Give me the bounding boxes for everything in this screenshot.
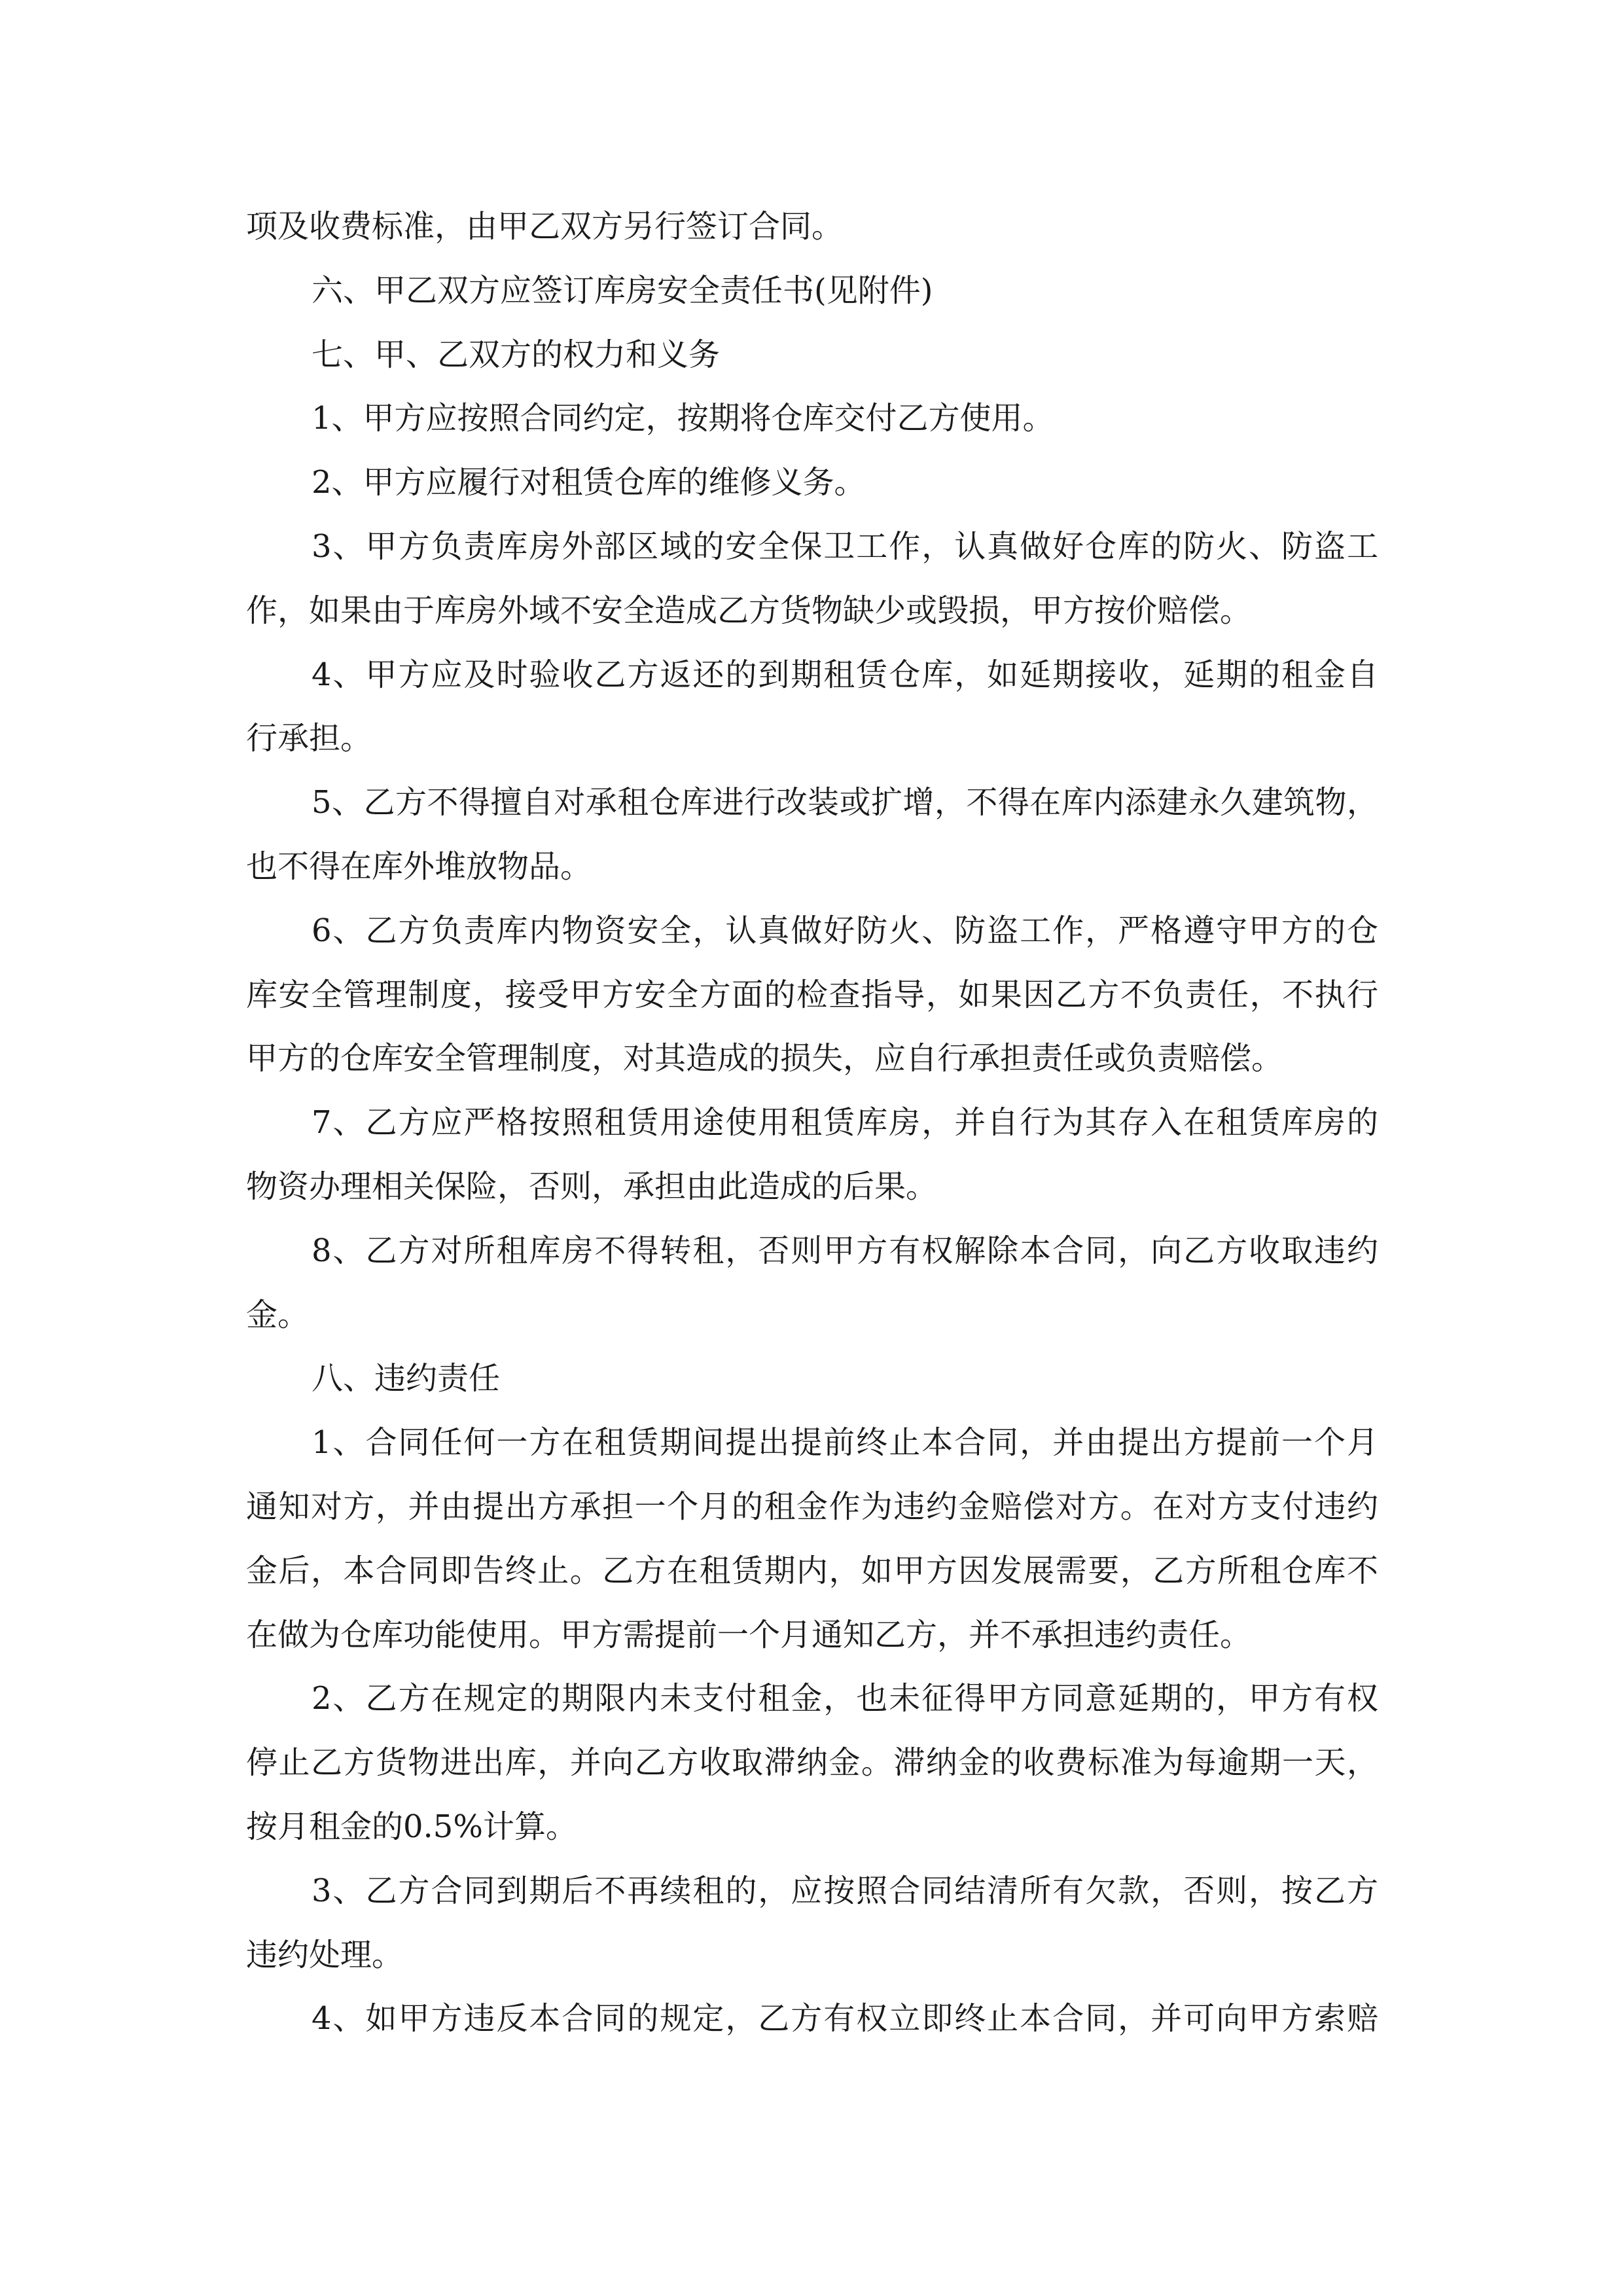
text-line: 4、如甲方违反本合同的规定，乙方有权立即终止本合同，并可向甲方索赔 — [312, 2000, 1378, 2037]
clause-7-7 — [246, 1091, 1378, 1219]
clause-8-1 — [246, 1411, 1378, 1667]
text-line: 按月租金的0.5%计算。 — [246, 1808, 577, 1845]
text-line: 1、合同任何一方在租赁期间提出提前终止本合同，并由提出方提前一个月 — [312, 1424, 1378, 1462]
text-line: 六、甲乙双方应签订库房安全责任书(见附件) — [312, 272, 933, 309]
text-line: 行承担。 — [246, 720, 372, 757]
text-line: 1、甲方应按照合同约定，按期将仓库交付乙方使用。 — [312, 400, 1054, 437]
clause-7-3 — [246, 515, 1378, 643]
clause-7-8 — [246, 1219, 1378, 1348]
text-line: 3、甲方负责库房外部区域的安全保卫工作，认真做好仓库的防火、防盗工 — [312, 528, 1378, 565]
text-line: 项及收费标准，由甲乙双方另行签订合同。 — [246, 208, 844, 245]
text-line: 也不得在库外堆放物品。 — [246, 848, 592, 885]
text-line: 金后，本合同即告终止。乙方在租赁期内，如甲方因发展需要，乙方所租仓库不 — [246, 1552, 1378, 1589]
clause-7-4 — [246, 643, 1378, 772]
section-six — [246, 259, 1378, 323]
text-line: 通知对方，并由提出方承担一个月的租金作为违约金赔偿对方。在对方支付违约 — [246, 1488, 1378, 1525]
text-line: 七、甲、乙双方的权力和义务 — [312, 336, 721, 373]
text-line: 八、违约责任 — [312, 1360, 501, 1397]
paragraph-continuation — [246, 195, 1378, 259]
section-eight-heading — [246, 1347, 1378, 1411]
text-line: 2、甲方应履行对租赁仓库的维修义务。 — [312, 464, 866, 501]
clause-8-4 — [246, 1987, 1378, 2051]
text-line: 2、乙方在规定的期限内未支付租金，也未征得甲方同意延期的，甲方有权 — [312, 1680, 1378, 1717]
clause-8-3 — [246, 1859, 1378, 1988]
clause-7-5 — [246, 771, 1378, 899]
text-line: 库安全管理制度，接受甲方安全方面的检查指导，如果因乙方不负责任，不执行 — [246, 976, 1378, 1013]
text-line: 6、乙方负责库内物资安全，认真做好防火、防盗工作，严格遵守甲方的仓 — [312, 912, 1378, 949]
clause-7-2 — [246, 451, 1378, 515]
text-line: 作，如果由于库房外域不安全造成乙方货物缺少或毁损，甲方按价赔偿。 — [246, 592, 1252, 629]
clause-7-6 — [246, 899, 1378, 1091]
clause-8-2 — [246, 1667, 1378, 1859]
body-text — [246, 195, 1378, 2051]
text-line: 8、乙方对所租库房不得转租，否则甲方有权解除本合同，向乙方收取违约 — [312, 1232, 1378, 1269]
text-line: 物资办理相关保险，否则，承担由此造成的后果。 — [246, 1168, 938, 1205]
text-line: 4、甲方应及时验收乙方返还的到期租赁仓库，如延期接收，延期的租金自 — [312, 656, 1378, 693]
text-line: 在做为仓库功能使用。甲方需提前一个月通知乙方，并不承担违约责任。 — [246, 1616, 1252, 1653]
section-seven-heading — [246, 323, 1378, 387]
text-line: 违约处理。 — [246, 1936, 404, 1973]
clause-7-1 — [246, 387, 1378, 451]
text-line: 停止乙方货物进出库，并向乙方收取滞纳金。滞纳金的收费标准为每逾期一天， — [246, 1744, 1378, 1782]
text-line: 甲方的仓库安全管理制度，对其造成的损失，应自行承担责任或负责赔偿。 — [246, 1040, 1283, 1077]
text-line: 7、乙方应严格按照租赁用途使用租赁库房，并自行为其存入在租赁库房的 — [312, 1104, 1378, 1141]
text-line: 金。 — [246, 1296, 310, 1333]
text-line: 3、乙方合同到期后不再续租的，应按照合同结清所有欠款，否则，按乙方 — [312, 1872, 1378, 1909]
text-line: 5、乙方不得擅自对承租仓库进行改装或扩增，不得在库内添建永久建筑物， — [312, 784, 1378, 821]
